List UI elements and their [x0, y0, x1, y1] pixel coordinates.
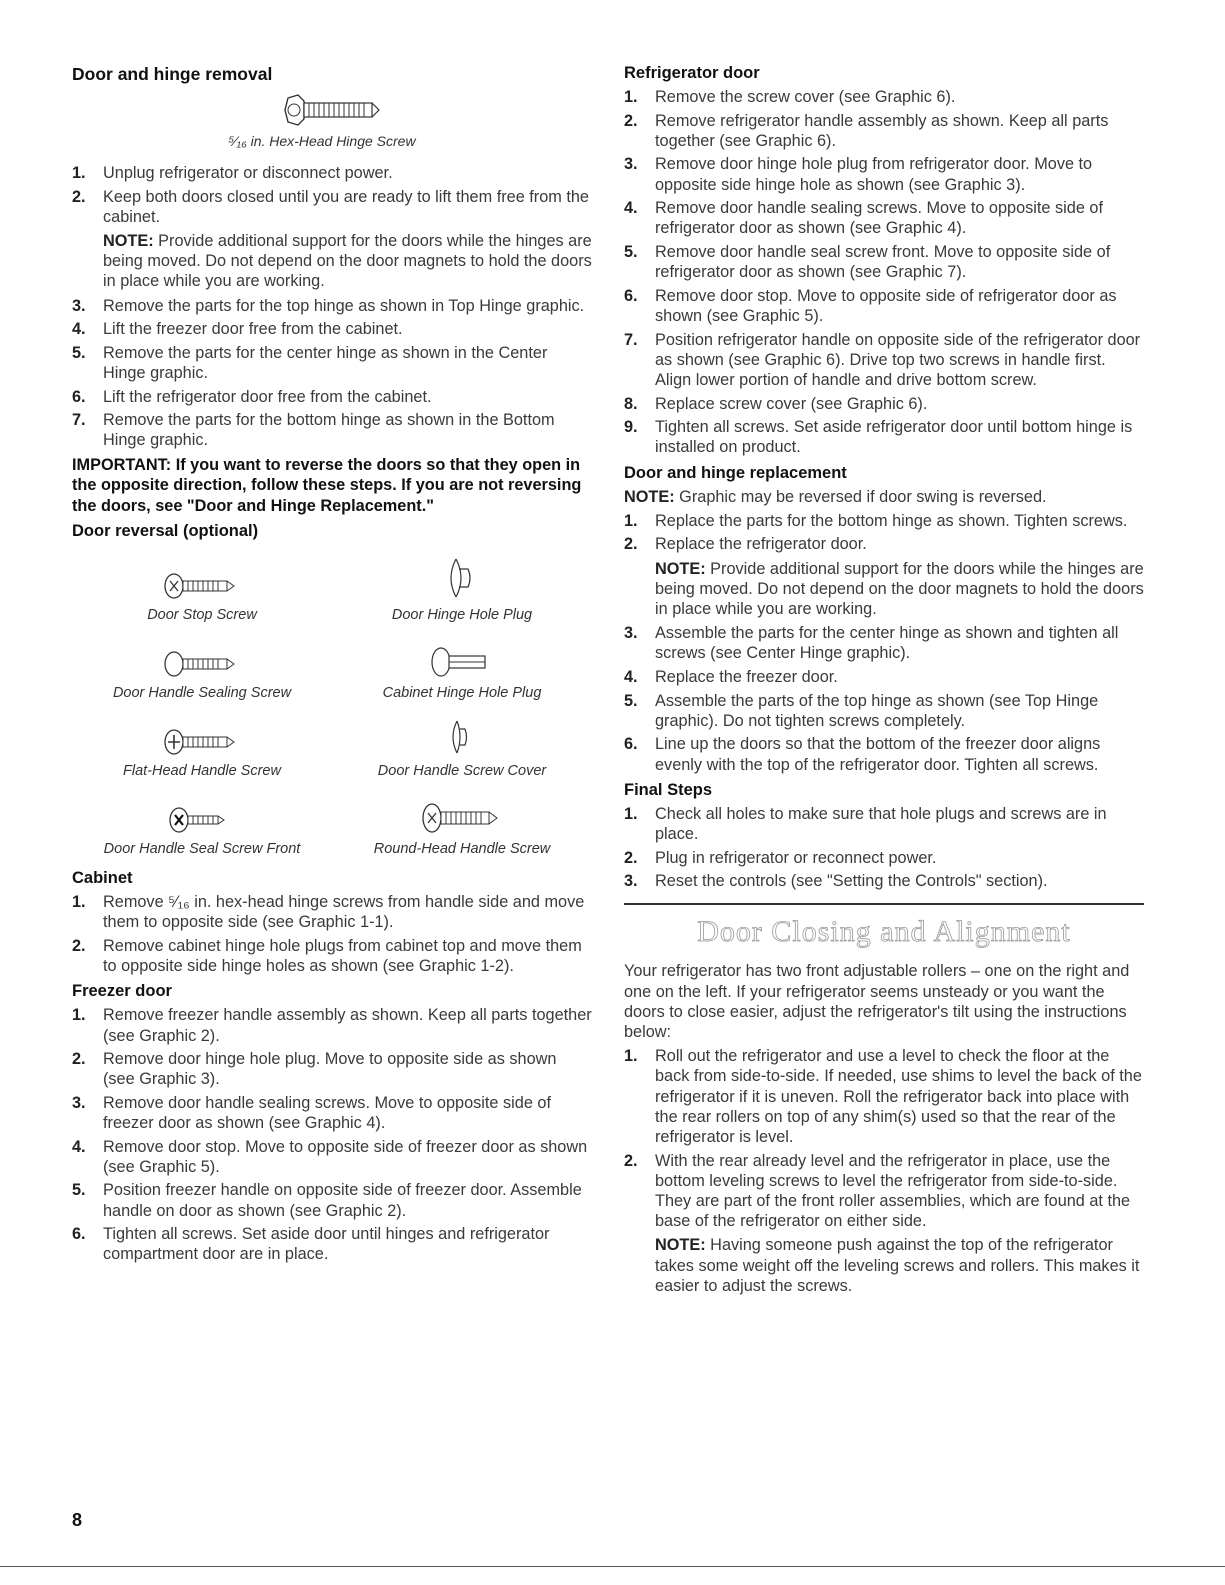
part-round-head-handle-screw: Round-Head Handle Screw: [332, 785, 592, 863]
list-item: 5. Assemble the parts of the top hinge as shown (see Top Hinge graphic). Do not tighten screws completely.: [624, 691, 1099, 730]
list-item: 3. Remove the parts for the top hinge as shown in Top Hinge graphic.: [72, 296, 585, 315]
list-item: 1. Check all holes to make sure that hole plugs and screws are in place.: [624, 804, 1107, 843]
list-item: 5. Position freezer handle on opposite side of freezer door. Assemble handle on door as shown (see Graphic 2).: [72, 1181, 582, 1220]
hex-head-screw-icon: [282, 93, 382, 127]
list-item: 1. Remove freezer handle assembly as shown. Keep all parts together (see Graphic 2).: [72, 1006, 592, 1045]
list-item: 2. With the rear already level and the refrigerator in place, use the bottom leveling screws to level the refrigerator from side-to-side. They are part of the front roller assemblies, which are found at the base of the refrigerator on either side.: [624, 1151, 1131, 1231]
round-head-screw-icon: [420, 801, 504, 835]
refrigerator-door-heading: Refrigerator door: [624, 64, 760, 82]
freezer-door-heading: Freezer door: [72, 982, 172, 1001]
list-item: 3. Remove door hinge hole plug from refrigerator door. Move to opposite side hinge hole as shown (see Graphic 3).: [624, 155, 1093, 194]
door-stop-screw-icon: [162, 571, 242, 601]
list-item: 2. Plug in refrigerator or reconnect power.: [624, 848, 937, 867]
sealing-screw-icon: [162, 649, 242, 679]
freezer-door-steps: [72, 1005, 592, 1264]
list-item: 3. Reset the controls (see "Setting the Controls" section).: [624, 872, 1048, 891]
list-item: 1. Remove ⁵⁄₁₆ in. hex-head hinge screws from handle side and move them to opposite side (see Graphic 1-1).: [72, 893, 585, 932]
list-item: 6. Tighten all screws. Set aside door until hinges and refrigerator compartment door are in place.: [72, 1225, 550, 1264]
part-cabinet-hinge-hole-plug: Cabinet Hinge Hole Plug: [332, 629, 592, 707]
replacement-heading: Door and hinge replacement: [624, 463, 847, 482]
list-item: 4. Replace the freezer door.: [624, 667, 838, 686]
list-item: 7. Remove the parts for the bottom hinge as shown in the Bottom Hinge graphic.: [72, 411, 555, 450]
alignment-intro: Your refrigerator has two front adjustable rollers – one on the right and one on the left. If your refrigerator seems unsteady or you want the doors to close easier, adjust the refrigerator's tilt using the instructions below:: [624, 962, 1130, 1041]
flat-head-screw-icon: [162, 727, 242, 757]
list-item: 1. Roll out the refrigerator and use a level to check the floor at the back from side-to-side. If needed, use shims to level the back of the refrigerator if it is uneven. Roll the refrigerator back into place with the rear rollers on top of any shim(s) used so that the rear of the refrigerator is level.: [624, 1047, 1142, 1146]
removal-steps-b: [72, 296, 592, 451]
hinge-hole-plug-icon: [442, 555, 482, 601]
list-item: 1. Remove the screw cover (see Graphic 6).: [624, 88, 956, 106]
alignment-note: NOTE: Having someone push against the top of the refrigerator takes some weight off the leveling screws and rollers. This makes it easier to adjust the screws.: [655, 1236, 1140, 1295]
final-steps-heading: Final Steps: [624, 780, 713, 799]
removal-note: NOTE: Provide additional support for the doors while the hinges are being moved. Do not depend on the door magnets to hold the doors in place while you are working.: [103, 232, 592, 291]
alignment-steps: [624, 1046, 1144, 1231]
list-item: 3. Remove door handle sealing screws. Move to opposite side of freezer door as shown (see Graphic 4).: [72, 1093, 551, 1133]
list-item: 4. Remove door stop. Move to opposite side of freezer door as shown (see Graphic 5).: [72, 1137, 588, 1176]
replacement-steps-a: [624, 511, 1144, 555]
list-item: 6. Remove door stop. Move to opposite side of refrigerator door as shown (see Graphic 5).: [624, 286, 1117, 325]
cabinet-steps: [72, 892, 592, 976]
list-item: 2. Remove cabinet hinge hole plugs from cabinet top and move them to opposite side hinge holes as shown (see Graphic 1-2).: [72, 936, 582, 976]
part-door-stop-screw: Door Stop Screw: [72, 551, 332, 629]
refrigerator-door-steps: [624, 87, 1144, 458]
list-item: 2. Keep both doors closed until you are ready to lift them free from the cabinet.: [72, 187, 589, 226]
list-item: 7. Position refrigerator handle on opposite side of the refrigerator door as shown (see Graphic 6). Drive top two screws in handle first. Align lower portion of handle and drive bottom screw.: [624, 330, 1141, 389]
list-item: 5. Remove the parts for the center hinge as shown in the Center Hinge graphic.: [72, 343, 548, 382]
right-column: [624, 64, 1144, 1300]
cabinet-heading: Cabinet: [72, 869, 133, 888]
list-item: 1. Replace the parts for the bottom hinge as shown. Tighten screws.: [624, 511, 1128, 530]
list-item: 8. Replace screw cover (see Graphic 6).: [624, 394, 928, 413]
door-hinge-removal-heading: Door and hinge removal: [72, 64, 273, 84]
door-reversal-heading: Door reversal (optional): [72, 522, 259, 541]
alignment-heading: Door Closing and Alignment: [697, 915, 1071, 949]
list-item: 2. Remove door hinge hole plug. Move to opposite side as shown (see Graphic 3).: [72, 1050, 557, 1089]
list-item: 6. Lift the refrigerator door free from the cabinet.: [72, 387, 432, 406]
list-item: 9. Tighten all screws. Set aside refrigerator door until bottom hinge is installed on product.: [624, 418, 1133, 457]
list-item: 1. Unplug refrigerator or disconnect power.: [72, 164, 393, 182]
part-door-hinge-hole-plug: Door Hinge Hole Plug: [332, 551, 592, 629]
hex-screw-figure: [72, 93, 592, 149]
replacement-note-2: NOTE: Provide additional support for the doors while the hinges are being moved. Do not depend on the door magnets to hold the doors in place while you are working.: [655, 559, 1144, 618]
replacement-steps-b: [624, 623, 1144, 775]
list-item: 6. Line up the doors so that the bottom of the freezer door aligns evenly with the top of the refrigerator door. Tighten all screws.: [624, 735, 1101, 774]
part-flat-head-handle-screw: Flat-Head Handle Screw: [72, 707, 332, 785]
list-item: 4. Remove door handle sealing screws. Move to opposite side of refrigerator door as shown (see Graphic 4).: [624, 199, 1103, 238]
replacement-note: NOTE: Graphic may be reversed if door swing is reversed.: [624, 487, 1047, 506]
list-item: 5. Remove door handle seal screw front. Move to opposite side of refrigerator door as shown (see Graphic 7).: [624, 242, 1111, 282]
seal-screw-front-icon: [167, 805, 237, 835]
list-item: 2. Remove refrigerator handle assembly as shown. Keep all parts together (see Graphic 6).: [624, 111, 1109, 150]
cabinet-plug-icon: [427, 645, 497, 679]
part-door-handle-seal-screw-front: Door Handle Seal Screw Front: [72, 785, 332, 863]
screw-cover-icon: [447, 717, 477, 757]
final-steps-list: [624, 804, 1144, 892]
section-divider: [624, 903, 1144, 905]
list-item: 2. Replace the refrigerator door.: [624, 535, 867, 554]
hex-screw-caption: ⁵⁄₁₆ in. Hex-Head Hinge Screw: [228, 133, 416, 149]
parts-grid: [72, 551, 592, 863]
part-door-handle-screw-cover: Door Handle Screw Cover: [332, 707, 592, 785]
list-item: 4. Lift the freezer door free from the cabinet.: [72, 320, 403, 339]
bottom-rule: [0, 1566, 1225, 1567]
removal-steps-a: [72, 163, 592, 227]
list-item: 3. Assemble the parts for the center hinge as shown and tighten all screws (see Center Hinge graphic).: [624, 624, 1119, 663]
important-notice: IMPORTANT: If you want to reverse the doors so that they open in the opposite direction, follow these steps. If you are not reversing the doors, see "Door and Hinge Replacement.": [72, 455, 582, 515]
page-number: 8: [72, 1510, 83, 1530]
part-door-handle-sealing-screw: Door Handle Sealing Screw: [72, 629, 332, 707]
left-column: [72, 64, 592, 1268]
